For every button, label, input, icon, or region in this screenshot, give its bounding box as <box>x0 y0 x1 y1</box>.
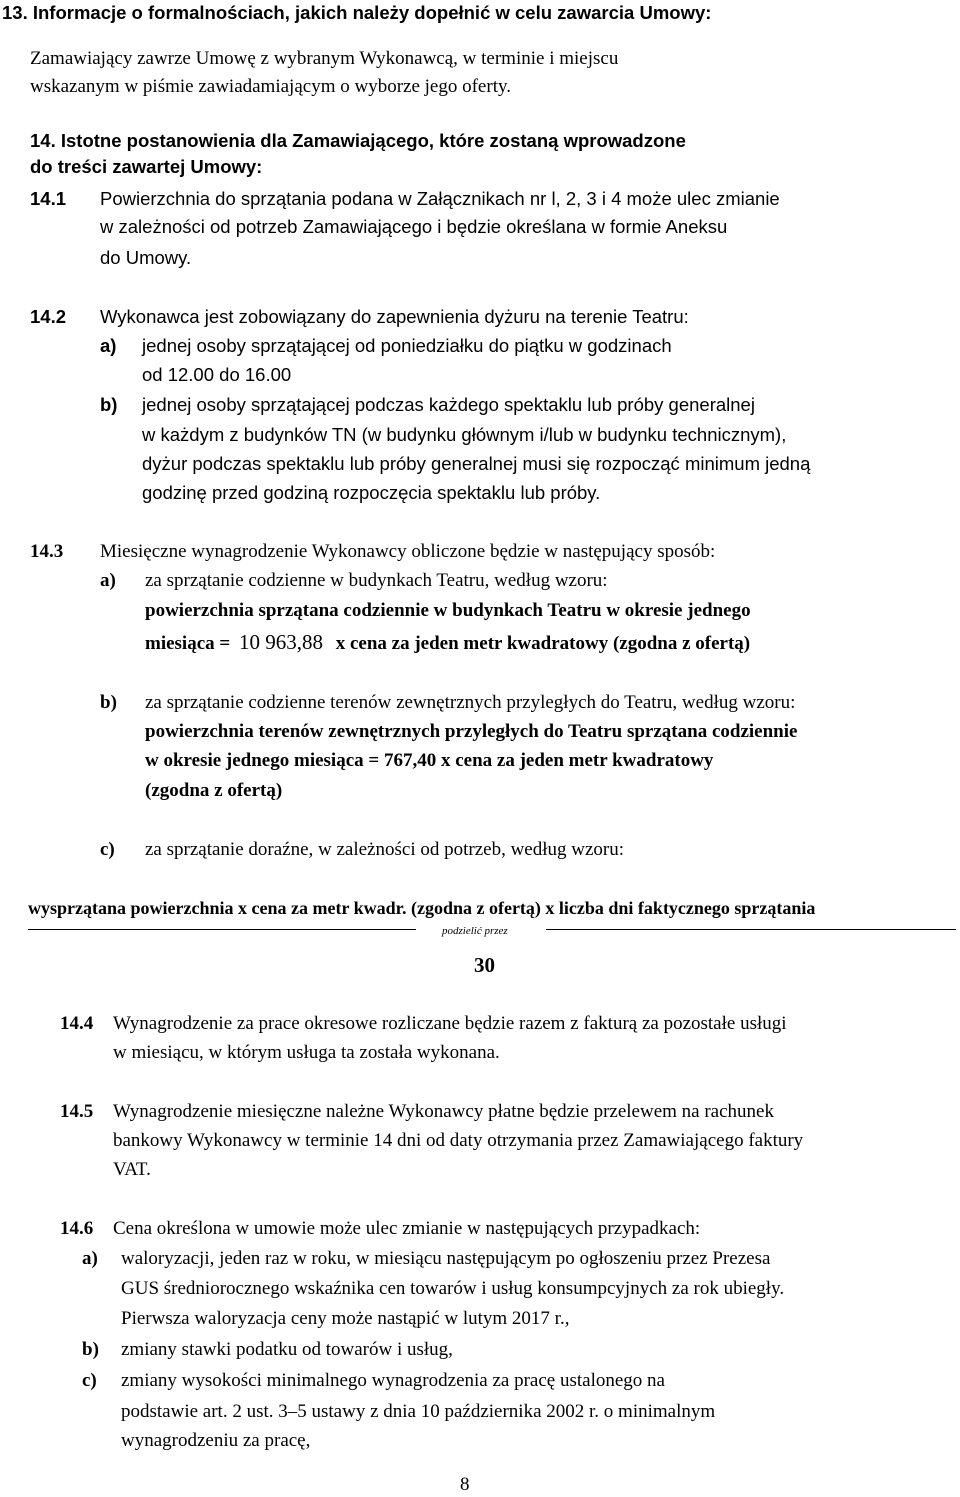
clause-14-4-number: 14.4 <box>60 1013 94 1034</box>
section-14-heading-line-1: 14. Istotne postanowienia dla Zamawiającego, które zostaną wprowadzone <box>30 130 686 151</box>
clause-14-6-b-marker: b) <box>82 1339 99 1360</box>
clause-14-5-line-1: Wynagrodzenie miesięczne należne Wykonawcy płatne będzie przelewem na rachunek <box>113 1101 774 1122</box>
clause-14-3-number: 14.3 <box>30 541 64 562</box>
clause-14-6-c-line-2: podstawie art. 2 ust. 3–5 ustawy z dnia 10 października 2002 r. o minimalnym <box>121 1401 716 1422</box>
clause-14-3-a-line-1: za sprzątanie codzienne w budynkach Teatru, według wzoru: <box>145 570 608 591</box>
clause-14-2-b-line-2: w każdym z budynków TN (w budynku głównym i/lub w budynku technicznym), <box>142 424 787 445</box>
fraction-bar-left <box>28 929 416 930</box>
clause-14-2-b-marker: b) <box>100 394 118 415</box>
clause-14-3-line-1: Miesięczne wynagrodzenie Wykonawcy obliczone będzie w następujący sposób: <box>100 541 716 562</box>
clause-14-6-a-line-2: GUS średniorocznego wskaźnika cen towarów i usług konsumpcyjnych za rok ubiegły. <box>121 1278 785 1299</box>
clause-14-3-a-formula-line-1: powierzchnia sprzątana codziennie w budynkach Teatru w okresie jednego <box>145 600 751 621</box>
clause-14-2-line-1: Wykonawca jest zobowiązany do zapewnienia dyżuru na terenie Teatru: <box>100 306 689 327</box>
fraction-bar-right <box>546 929 956 930</box>
clause-14-3-b-line-1: za sprzątanie codzienne terenów zewnętrznych przyległych do Teatru, według wzoru: <box>145 692 796 713</box>
formula-a-prefix: miesiąca = <box>145 633 231 654</box>
clause-14-2-b-line-4: godzinę przed godziną rozpoczęcia spektaklu lub próby. <box>142 482 601 503</box>
clause-14-6-a-line-1: waloryzacji, jeden raz w roku, w miesiącu następującym po ogłoszeniu przez Prezesa <box>121 1248 771 1269</box>
clause-14-5-number: 14.5 <box>60 1101 94 1122</box>
clause-14-6-a-marker: a) <box>82 1248 98 1269</box>
clause-14-6-c-line-1: zmiany wysokości minimalnego wynagrodzenia za pracę ustalonego na <box>121 1370 665 1391</box>
clause-14-3-a-marker: a) <box>100 570 116 591</box>
clause-14-3-c-line-1: za sprzątanie doraźne, w zależności od potrzeb, według wzoru: <box>145 839 625 860</box>
fraction-denominator: 30 <box>474 953 495 977</box>
clause-14-1-number: 14.1 <box>30 188 67 209</box>
clause-14-3-c-marker: c) <box>100 839 115 860</box>
section-13-text-line-2: wskazanym w piśmie zawiadamiającym o wyborze jego oferty. <box>30 76 511 97</box>
clause-14-2-a-line-2: od 12.00 do 16.00 <box>142 364 292 385</box>
clause-14-2-a-line-1: jednej osoby sprzątającej od poniedziałku do piątku w godzinach <box>142 335 672 356</box>
fraction-divide-label: podzielić przez <box>442 925 508 937</box>
clause-14-5-line-3: VAT. <box>113 1159 151 1180</box>
clause-14-1-line-1: Powierzchnia do sprzątania podana w Załącznikach nr l, 2, 3 i 4 może ulec zmianie <box>100 188 780 209</box>
clause-14-6-number: 14.6 <box>60 1218 94 1239</box>
clause-14-2-number: 14.2 <box>30 306 67 327</box>
clause-14-2-b-line-1: jednej osoby sprzątającej podczas każdego spektaklu lub próby generalnej <box>142 394 755 415</box>
clause-14-3-b-formula-line-2: w okresie jednego miesiąca = 767,40 x cena za jeden metr kwadratowy <box>145 750 714 771</box>
clause-14-4-line-1: Wynagrodzenie za prace okresowe rozliczane będzie razem z fakturą za pozostałe usługi <box>113 1013 787 1034</box>
section-13-text-line-1: Zamawiający zawrze Umowę z wybranym Wykonawcą, w terminie i miejscu <box>30 48 619 69</box>
clause-14-3-b-formula-line-1: powierzchnia terenów zewnętrznych przyległych do Teatru sprzątana codziennie <box>145 721 798 742</box>
clause-14-1-line-2: w zależności od potrzeb Zamawiającego i będzie określana w formie Aneksu <box>100 216 728 237</box>
clause-14-6-b-line-1: zmiany stawki podatku od towarów i usług, <box>121 1339 453 1360</box>
clause-14-5-line-2: bankowy Wykonawcy w terminie 14 dni od daty otrzymania przez Zamawiającego faktury <box>113 1130 804 1151</box>
clause-14-6-c-line-3: wynagrodzeniu za pracę, <box>121 1430 311 1451</box>
section-14-heading-line-2: do treści zawartej Umowy: <box>30 156 263 177</box>
clause-14-3-b-formula-line-3: (zgodna z ofertą) <box>145 780 283 801</box>
section-13-heading: 13. Informacje o formalnościach, jakich należy dopełnić w celu zawarcia Umowy: <box>2 2 712 23</box>
clause-14-4-line-2: w miesiącu, w którym usługa ta została wykonana. <box>113 1042 500 1063</box>
clause-14-3-b-marker: b) <box>100 692 117 713</box>
formula-a-suffix: x cena za jeden metr kwadratowy (zgodna z ofertą) <box>335 633 751 654</box>
clause-14-3-a-formula-line-2 <box>145 630 750 656</box>
page-number: 8 <box>460 1474 470 1495</box>
clause-14-2-a-marker: a) <box>100 335 117 356</box>
clause-14-1-line-3: do Umowy. <box>100 247 192 268</box>
clause-14-2-b-line-3: dyżur podczas spektaklu lub próby generalnej musi się rozpocząć minimum jedną <box>142 453 811 474</box>
clause-14-6-line-1: Cena określona w umowie może ulec zmianie w następujących przypadkach: <box>113 1218 701 1239</box>
clause-14-6-c-marker: c) <box>82 1370 97 1391</box>
clause-14-3-c-formula-numerator: wysprzątana powierzchnia x cena za metr kwadr. (zgodna z ofertą) x liczba dni faktycznego sprzątania <box>28 898 816 918</box>
formula-a-area-value: 10 963,88 <box>238 630 323 654</box>
clause-14-6-a-line-3: Pierwsza waloryzacja ceny może nastąpić w lutym 2017 r., <box>121 1308 570 1329</box>
